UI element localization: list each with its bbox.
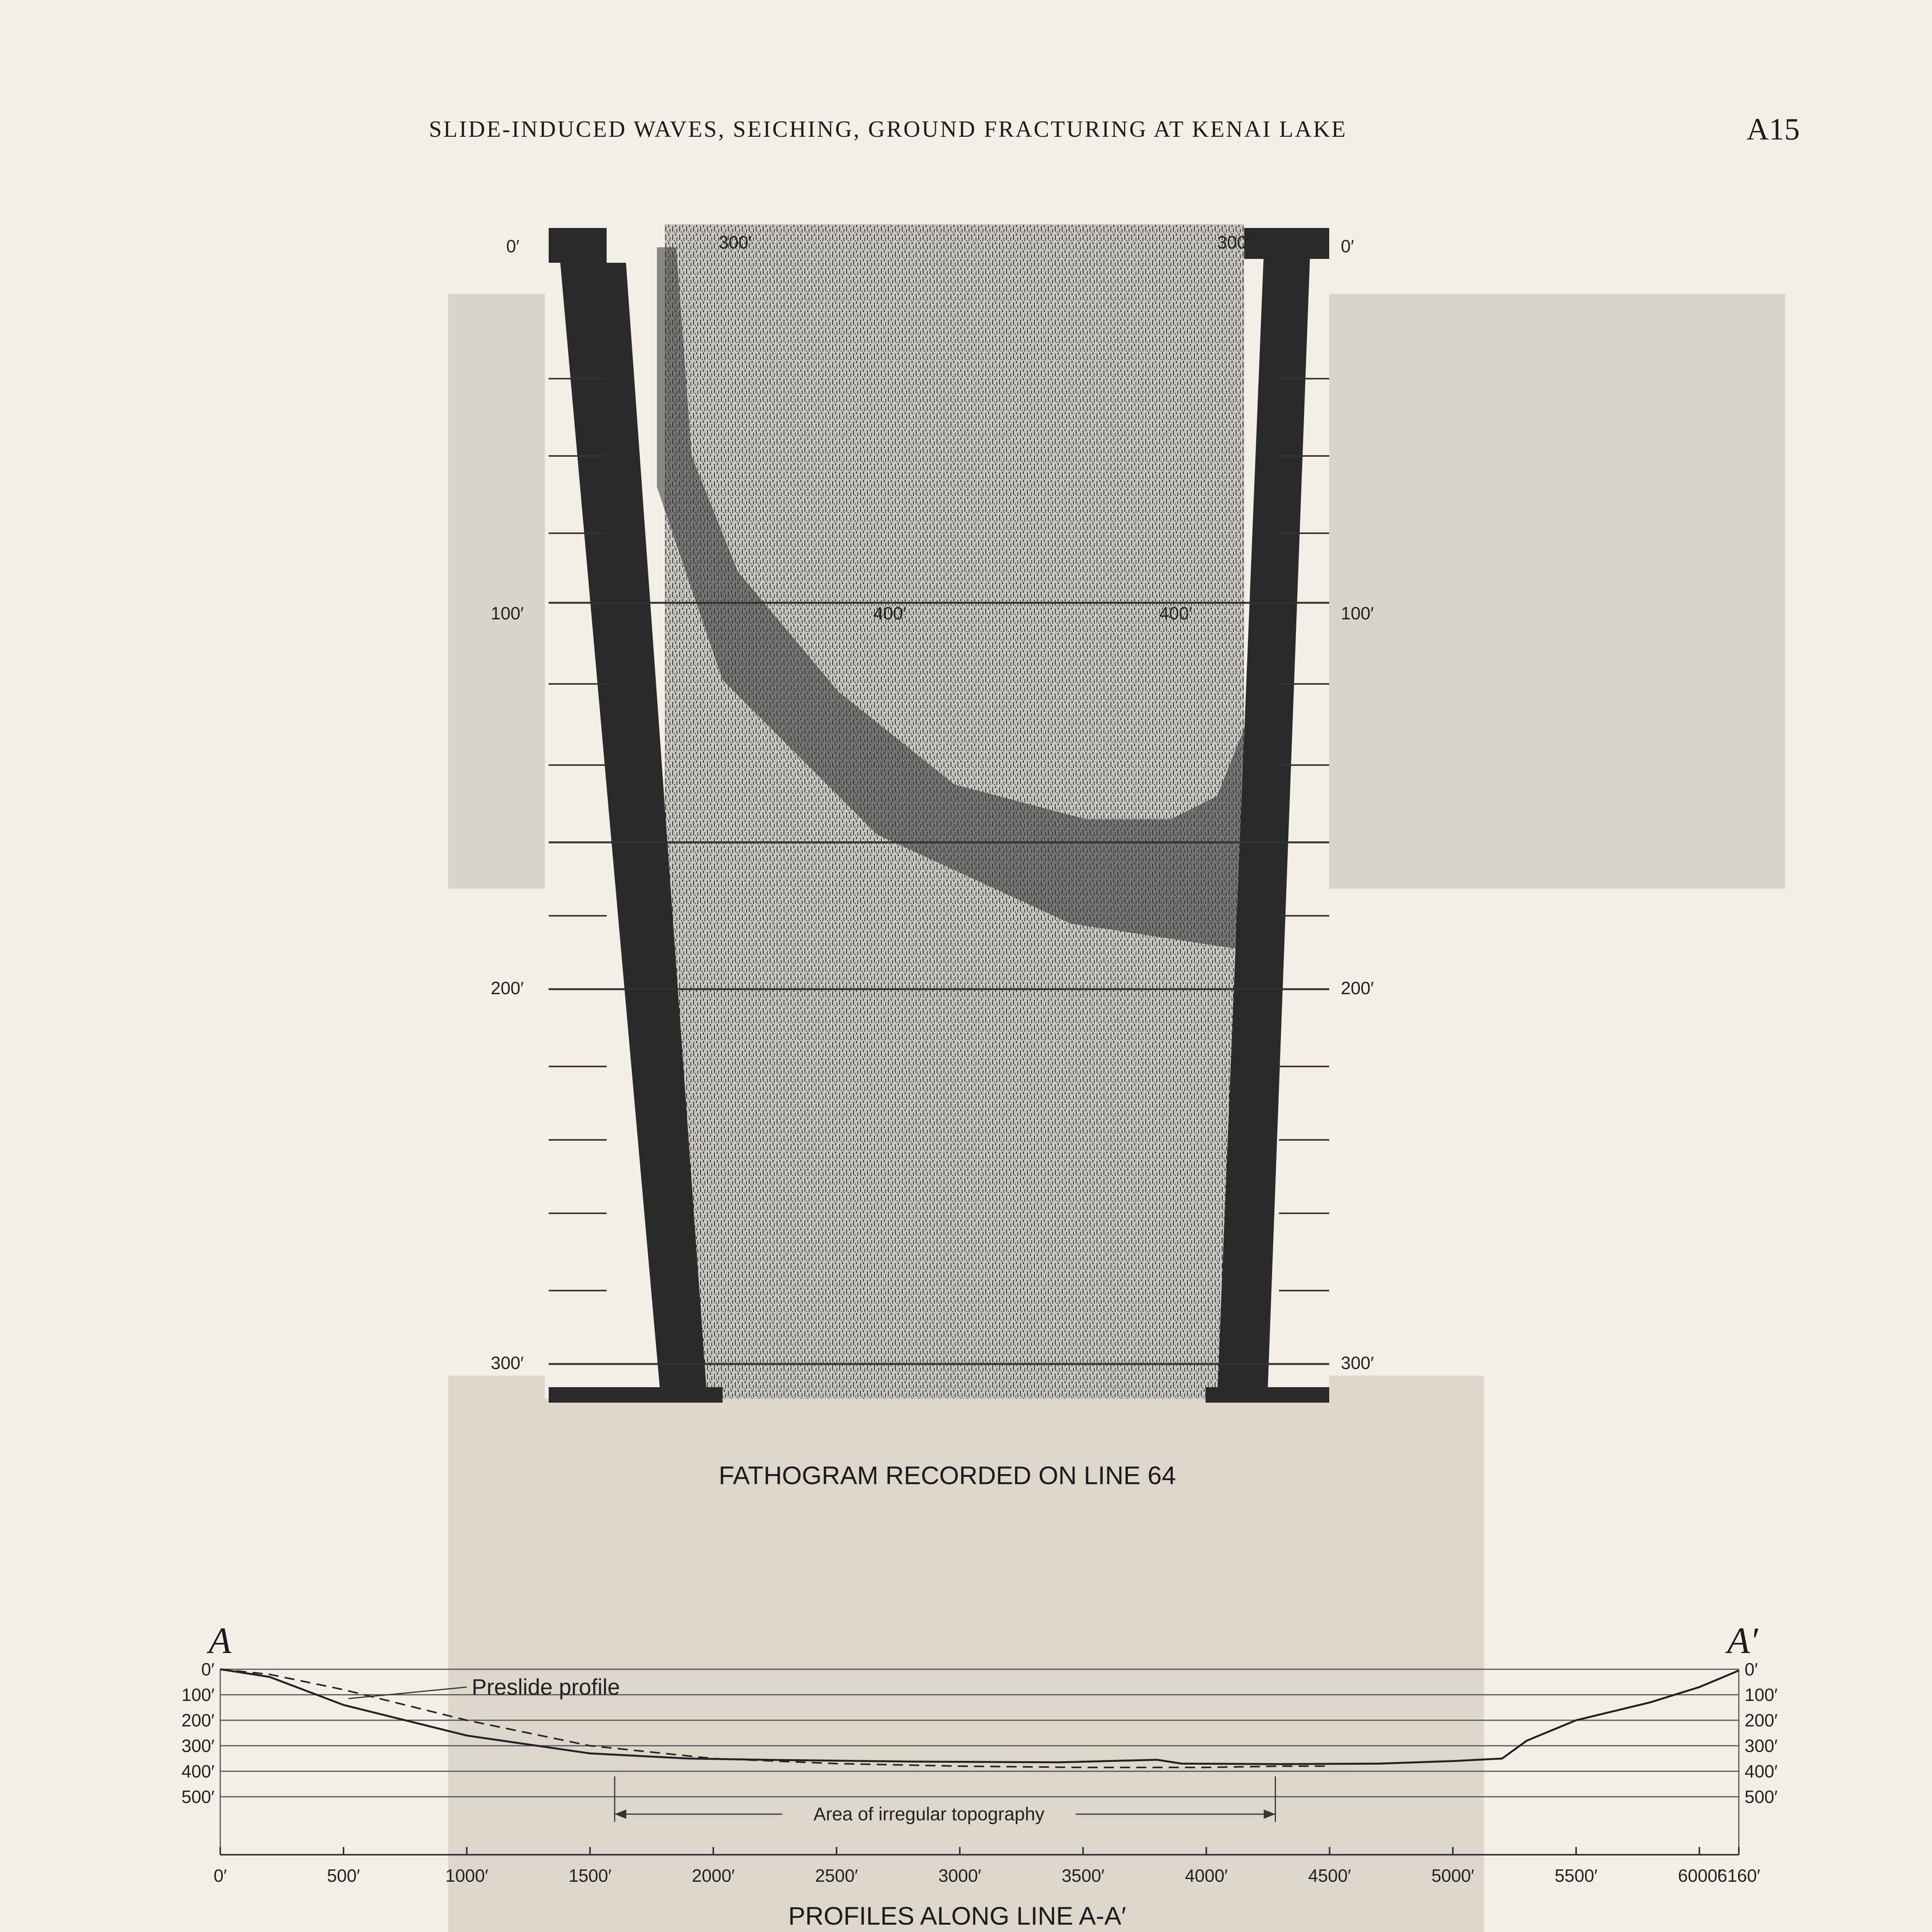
distance-tick-label: 6000′ [1678, 1866, 1721, 1886]
depth-tick-label: 300′ [1745, 1736, 1778, 1756]
preslide-label: Preslide profile [471, 1675, 620, 1700]
fathogram-figure [491, 216, 1395, 1410]
distance-tick-label: 4000′ [1185, 1866, 1228, 1886]
depth-label-left: 0′ [506, 236, 520, 256]
running-title: SLIDE-INDUCED WAVES, SEICHING, GROUND FRACTURING AT KENAI LAKE [429, 116, 1347, 142]
distance-tick-label: 4500′ [1308, 1866, 1351, 1886]
depth-label-left: 200′ [491, 978, 524, 998]
preslide-profile-line [220, 1669, 1330, 1767]
fathogram-title: FATHOGRAM RECORDED ON LINE 64 [719, 1461, 1176, 1490]
postslide-profile-line [220, 1669, 1739, 1764]
depth-tick-label: 400′ [181, 1761, 214, 1781]
distance-tick-label: 2000′ [692, 1866, 735, 1886]
depth-tick-label: 200′ [1745, 1710, 1778, 1730]
distance-tick-label: 1000′ [445, 1866, 488, 1886]
distance-tick-label: 1500′ [568, 1866, 612, 1886]
depth-tick-label: 100′ [181, 1685, 214, 1705]
irregular-label: Area of irregular topography [813, 1804, 1045, 1825]
arrowhead [615, 1810, 626, 1819]
inner-depth-label: 300′ [1217, 232, 1250, 252]
inner-depth-label: 400′ [1159, 603, 1192, 623]
arrowhead [1264, 1810, 1276, 1819]
profiles-title: PROFILES ALONG LINE A-A′ [788, 1901, 1126, 1930]
distance-tick-label: 2500′ [815, 1866, 858, 1886]
depth-tick-label: 0′ [201, 1659, 214, 1679]
preslide-leader [349, 1687, 467, 1699]
depth-label-right: 0′ [1341, 236, 1354, 256]
inner-depth-label: 300′ [719, 232, 752, 252]
profile-end-left: A [209, 1620, 231, 1661]
distance-tick-label: 3500′ [1061, 1866, 1105, 1886]
profile-end-right: A′ [1727, 1620, 1758, 1661]
fathogram-image [491, 216, 1395, 1410]
depth-label-left: 100′ [491, 603, 524, 623]
profile-chart [143, 1646, 1804, 1909]
depth-tick-label: 100′ [1745, 1685, 1778, 1705]
depth-tick-label: 200′ [181, 1710, 214, 1730]
depth-label-right: 200′ [1341, 978, 1374, 998]
distance-tick-label: 500′ [327, 1866, 360, 1886]
depth-tick-label: 300′ [181, 1736, 214, 1756]
depth-tick-label: 500′ [181, 1787, 214, 1807]
depth-label-right: 100′ [1341, 603, 1374, 623]
distance-tick-label: 5500′ [1554, 1866, 1598, 1886]
depth-tick-label: 0′ [1745, 1659, 1758, 1679]
inner-depth-label: 400′ [873, 603, 906, 623]
page-number: A15 [1747, 112, 1800, 146]
distance-tick-label: 6160′ [1717, 1866, 1760, 1886]
distance-tick-label: 5000′ [1431, 1866, 1475, 1886]
depth-label-right: 300′ [1341, 1353, 1374, 1373]
depth-tick-label: 400′ [1745, 1761, 1778, 1781]
depth-label-left: 300′ [491, 1353, 524, 1373]
distance-tick-label: 3000′ [938, 1866, 981, 1886]
distance-tick-label: 0′ [213, 1866, 227, 1886]
depth-tick-label: 500′ [1745, 1787, 1778, 1807]
